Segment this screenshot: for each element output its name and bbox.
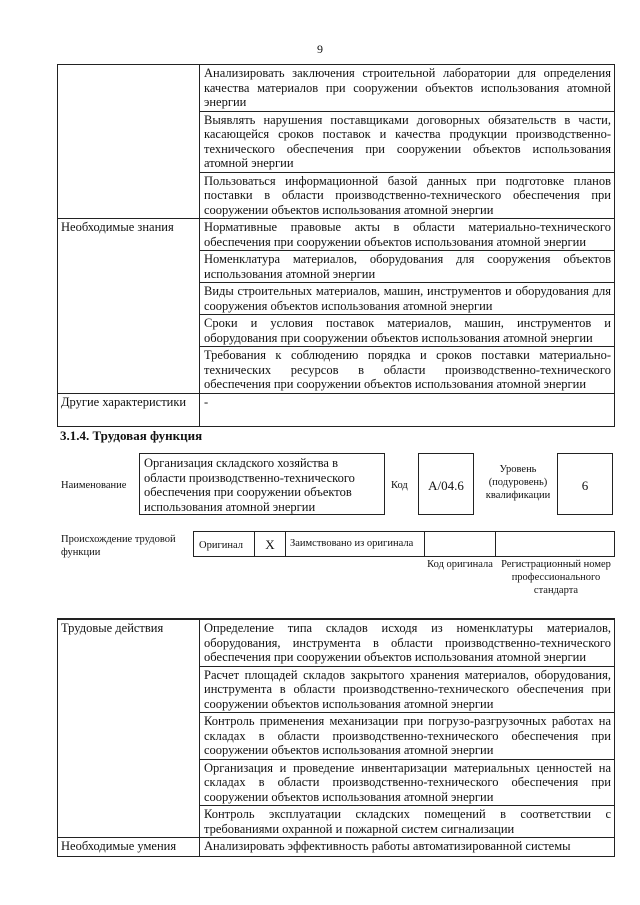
registration-number-cell (495, 531, 615, 557)
table-cell: Требования к соблюдению порядка и сроков поставки материально-технических ресурсов в области производственно-технического обеспечения при сооружении объектов использования атомной энергии (200, 347, 615, 394)
table-cell: Анализировать эффективность работы автоматизированной системы (200, 838, 615, 857)
original-code-cell (424, 531, 496, 557)
code-label: Код (391, 480, 408, 491)
function-code-box: A/04.6 (418, 453, 474, 515)
labour-actions-table (57, 618, 615, 857)
row-label (58, 65, 200, 219)
original-mark: X (254, 531, 286, 557)
table-cell: Определение типа складов исходя из номенклатуры материалов, оборудования, инструмента в области производственно-технического обеспечения при сооружении объектов использования атомной энергии (200, 619, 615, 666)
requirements-table-top (57, 64, 615, 427)
origin-label: Происхождение трудовой функции (61, 534, 176, 558)
table-cell: Контроль применения механизации при погрузо-разгрузочных работах на складах в области производственно-технического обеспечения при сооружении объектов использования атомной энергии (200, 713, 615, 760)
row-label: Необходимые умения (58, 838, 200, 857)
table-cell: Пользоваться информационной базой данных при подготовке планов поставки в области производственно-технического обеспечения при сооружении объектов использования атомной энергии (200, 172, 615, 219)
qualification-level-box: 6 (557, 453, 613, 515)
table-cell: Анализировать заключения строительной лаборатории для определения качества материалов при сооружении объектов использования атомной энергии (200, 65, 615, 112)
table-cell: Виды строительных материалов, машин, инструментов и оборудования для сооружения объектов использования атомной энергии (200, 283, 615, 315)
table-cell: Сроки и условия поставок материалов, машин, инструментов и оборудования при сооружении объектов использования атомной энергии (200, 315, 615, 347)
table-cell: Организация и проведение инвентаризации материальных ценностей на складах в области производственно-технического обеспечения при сооружении объектов использования атомной энергии (200, 759, 615, 806)
table-cell: Расчет площадей складов закрытого хранения материалов, оборудования, инструмента в области производственно-технического обеспечения при сооружении объектов использования атомной энергии (200, 666, 615, 713)
table-cell: Номенклатура материалов, оборудования для сооружения объектов использования атомной энергии (200, 251, 615, 283)
borrowed-label: Заимствовано из оригинала (285, 531, 425, 557)
table-cell: Выявлять нарушения поставщиками договорных обязательств в части, касающейся сроков поставок и качества продукции производственно-технического обеспечения при сооружении объектов использования атомной энергии (200, 111, 615, 172)
table-cell: Контроль эксплуатации складских помещений в соответствии с требованиями охранной и пожарной систем сигнализации (200, 806, 615, 838)
section-title: 3.1.4. Трудовая функция (60, 428, 203, 443)
registration-number-caption: Регистрационный номер профессионального стандарта (501, 559, 611, 596)
original-code-caption: Код оригинала (427, 559, 493, 570)
row-label: Другие характеристики (58, 393, 200, 426)
row-label: Необходимые знания (58, 219, 200, 394)
page-number: 9 (317, 42, 323, 56)
table-cell: - (200, 393, 615, 426)
function-name-box: Организация складского хозяйства в области производственно-технического обеспечения при сооружении объектов использования атомной энергии (139, 453, 385, 515)
level-label: Уровень (подуровень) квалификации (485, 464, 551, 501)
row-label: Трудовые действия (58, 619, 200, 838)
name-label: Наименование (61, 480, 127, 491)
original-label: Оригинал (193, 531, 255, 557)
table-cell: Нормативные правовые акты в области материально-технического обеспечения при сооружении объектов использования атомной энергии (200, 219, 615, 251)
